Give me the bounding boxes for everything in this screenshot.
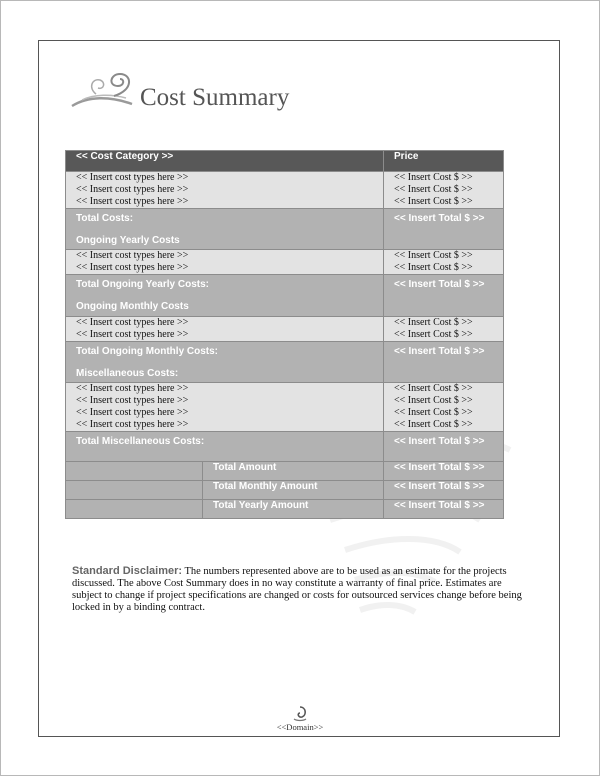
cost-price-item: << Insert Cost $ >> [394, 262, 473, 273]
total-monthly-row [66, 342, 504, 383]
cost-type-list [66, 383, 384, 432]
total-costs-value: << Insert Total $ >> [394, 213, 485, 224]
cost-price-item: << Insert Cost $ >> [394, 196, 473, 207]
total-yearly-row [66, 275, 504, 317]
yearly-items-row [66, 250, 504, 275]
cost-type-item: << Insert cost types here >> [76, 407, 189, 418]
total-yearly-label: Total Ongoing Yearly Costs: [76, 279, 209, 290]
disclaimer-text: The numbers represented above are to be used as an estimate for the projects discussed. The above Cost Summary does in no way constitute a warranty of final price. Estimates are subject to change if project specifications are changed or costs for outsourced services change before being locked in by a binding contract. [72, 566, 522, 613]
cost-type-item: << Insert cost types here >> [76, 419, 189, 430]
total-costs-row [66, 209, 504, 250]
cost-price-item: << Insert Cost $ >> [394, 172, 473, 183]
cost-price-item: << Insert Cost $ >> [394, 250, 473, 261]
cost-type-item: << Insert cost types here >> [76, 172, 189, 183]
cost-price-item: << Insert Cost $ >> [394, 329, 473, 340]
summary-row-yearly [66, 500, 504, 519]
disclaimer [72, 565, 532, 614]
cost-price-list [384, 383, 504, 432]
cost-price-item: << Insert Cost $ >> [394, 395, 473, 406]
cost-type-item: << Insert cost types here >> [76, 317, 189, 328]
swirl-icon [291, 705, 309, 723]
cost-type-item: << Insert cost types here >> [76, 250, 189, 261]
cost-type-item: << Insert cost types here >> [76, 383, 189, 394]
cost-price-list [384, 172, 504, 209]
summary-value: << Insert Total $ >> [384, 500, 504, 519]
cost-type-item: << Insert cost types here >> [76, 196, 189, 207]
cost-summary-table [65, 150, 504, 519]
price-header: Price [384, 151, 504, 172]
total-misc-label: Total Miscellaneous Costs: [76, 436, 205, 447]
monthly-section-label: Ongoing Monthly Costs [76, 301, 189, 312]
total-monthly-label: Total Ongoing Monthly Costs: [76, 346, 219, 357]
cost-price-list [384, 317, 504, 342]
cost-price-list [384, 250, 504, 275]
cost-type-item: << Insert cost types here >> [76, 329, 189, 340]
table-header [66, 151, 504, 172]
cost-price-item: << Insert Cost $ >> [394, 184, 473, 195]
cost-price-item: << Insert Cost $ >> [394, 419, 473, 430]
total-misc-value: << Insert Total $ >> [394, 436, 485, 447]
summary-value: << Insert Total $ >> [384, 462, 504, 481]
summary-spacer [66, 500, 203, 519]
total-yearly-value: << Insert Total $ >> [394, 279, 485, 290]
cost-type-list [66, 317, 384, 342]
summary-spacer [66, 462, 203, 481]
total-monthly-value: << Insert Total $ >> [394, 346, 485, 357]
cost-type-item: << Insert cost types here >> [76, 184, 189, 195]
page-title: Cost Summary [140, 84, 290, 111]
cost-category-header: << Cost Category >> [66, 151, 384, 172]
cost-type-list [66, 172, 384, 209]
cost-type-list [66, 250, 384, 275]
cost-type-item: << Insert cost types here >> [76, 395, 189, 406]
summary-value: << Insert Total $ >> [384, 481, 504, 500]
misc-section-label: Miscellaneous Costs: [76, 368, 179, 379]
swirl-logo-icon [70, 70, 136, 114]
summary-row-total [66, 462, 504, 481]
monthly-items-row [66, 317, 504, 342]
summary-label: Total Amount [203, 462, 384, 481]
summary-row-monthly [66, 481, 504, 500]
summary-label: Total Yearly Amount [203, 500, 384, 519]
footer-domain: <<Domain>> [276, 722, 324, 732]
cost-type-item: << Insert cost types here >> [76, 262, 189, 273]
cost-price-item: << Insert Cost $ >> [394, 317, 473, 328]
total-misc-row [66, 432, 504, 462]
yearly-section-label: Ongoing Yearly Costs [76, 235, 180, 246]
cost-price-item: << Insert Cost $ >> [394, 407, 473, 418]
cost-price-item: << Insert Cost $ >> [394, 383, 473, 394]
misc-items-row [66, 383, 504, 432]
summary-label: Total Monthly Amount [203, 481, 384, 500]
initial-items-row [66, 172, 504, 209]
total-costs-label: Total Costs: [76, 213, 134, 224]
summary-spacer [66, 481, 203, 500]
disclaimer-label: Standard Disclaimer: [72, 565, 183, 577]
